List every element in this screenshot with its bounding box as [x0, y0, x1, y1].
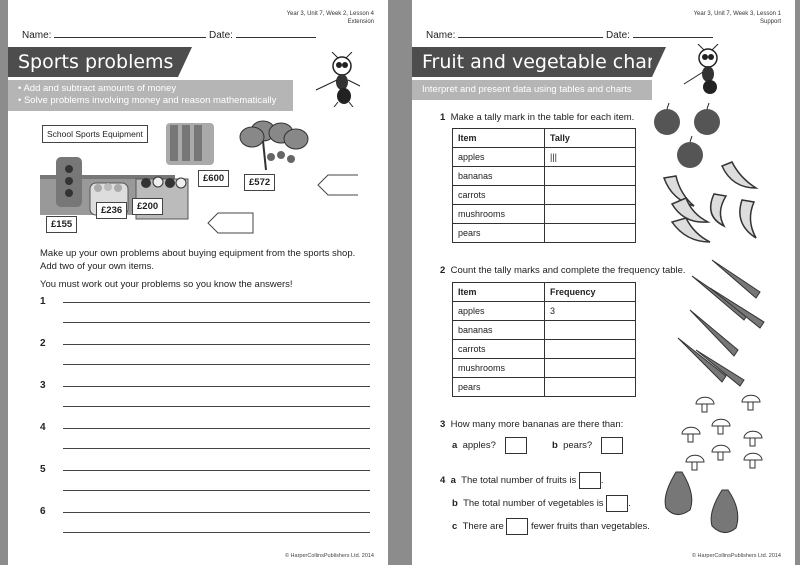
name-label: Name: — [426, 30, 456, 41]
objectives-box — [8, 80, 293, 111]
problem-number: 1 — [40, 296, 46, 307]
answer-box[interactable] — [505, 437, 527, 454]
carrot-icon — [712, 260, 760, 298]
banana-icon — [711, 194, 726, 226]
frequency-table — [452, 282, 636, 397]
shop-sign: School Sports Equipment — [42, 125, 148, 143]
name-label: Name: — [22, 30, 52, 41]
question-3a: a apples? — [452, 437, 527, 454]
table-row: carrots — [453, 186, 636, 205]
mushroom-icon — [712, 419, 730, 426]
writing-line[interactable] — [63, 364, 370, 365]
writing-line[interactable] — [63, 322, 370, 323]
date-field[interactable] — [633, 30, 713, 38]
question-1: 1 Make a tally mark in the table for each item. — [440, 112, 635, 123]
writing-line[interactable] — [63, 386, 370, 387]
table-header: Frequency — [545, 283, 636, 302]
right-worksheet — [412, 0, 795, 565]
date-field[interactable] — [236, 30, 316, 38]
mushroom-icon — [682, 427, 700, 434]
question-3: 3 How many more bananas are there than: — [440, 419, 624, 430]
instruction: You must work out your problems so you know the answers! — [40, 279, 293, 290]
answer-box[interactable] — [606, 495, 628, 512]
problem-number: 3 — [40, 380, 46, 391]
banana-icon — [740, 200, 756, 238]
name-date-row — [22, 30, 316, 41]
writing-line[interactable] — [63, 448, 370, 449]
problem-number: 2 — [40, 338, 46, 349]
table-row: apples ||| — [453, 148, 636, 167]
table-row: pears — [453, 378, 636, 397]
table-row: bananas — [453, 321, 636, 340]
name-field[interactable] — [458, 30, 603, 38]
problem-number: 5 — [40, 464, 46, 475]
mushroom-icon — [744, 453, 762, 460]
mushroom-icon — [742, 395, 760, 402]
table-row: carrots — [453, 340, 636, 359]
price-tag: £572 — [244, 174, 275, 191]
mushroom-icon — [744, 431, 762, 438]
writing-line[interactable] — [63, 344, 370, 345]
produce-illustration — [652, 100, 792, 540]
lesson-meta: Year 3, Unit 7, Week 3, Lesson 1 Support — [693, 11, 781, 25]
answer-box[interactable] — [601, 437, 623, 454]
writing-line[interactable] — [63, 470, 370, 471]
question-2: 2 Count the tally marks and complete the frequency table. — [440, 265, 686, 276]
carrot-icon — [678, 338, 726, 382]
price-tag: £200 — [132, 198, 163, 215]
mushroom-icon — [686, 455, 704, 462]
apple-icon — [694, 103, 720, 135]
apple-icon — [677, 136, 703, 168]
table-row: mushrooms — [453, 359, 636, 378]
ant-mascot-icon — [674, 44, 734, 94]
question-3b: b pears? — [552, 437, 623, 454]
problem-number: 4 — [40, 422, 46, 433]
writing-line[interactable] — [63, 428, 370, 429]
objective-box: Interpret and present data using tables and charts — [412, 80, 652, 100]
instruction: Make up your own problems about buying equipment from the sports shop. Add two of your own items. — [40, 248, 356, 272]
table-row: bananas — [453, 167, 636, 186]
page-title: Sports problems — [8, 47, 178, 77]
name-field[interactable] — [54, 30, 206, 38]
carrot-icon — [690, 310, 738, 356]
left-worksheet — [8, 0, 388, 565]
ant-mascot-icon — [308, 52, 368, 107]
price-tag: £600 — [198, 170, 229, 187]
date-label: Date: — [209, 30, 233, 41]
date-label: Date: — [606, 30, 630, 41]
writing-line[interactable] — [63, 490, 370, 491]
answer-box[interactable] — [506, 518, 528, 535]
problem-number: 6 — [40, 506, 46, 517]
table-header: Tally — [545, 129, 636, 148]
price-tag: £236 — [96, 202, 127, 219]
table-header: Item — [453, 283, 545, 302]
writing-line[interactable] — [63, 532, 370, 533]
page-title: Fruit and vegetable charts — [412, 47, 652, 77]
banana-icon — [722, 162, 756, 188]
apple-icon — [654, 103, 680, 135]
mushroom-icon — [712, 445, 730, 452]
objective-item: • Solve problems involving money and reason mathematically — [18, 95, 283, 107]
table-row: apples 3 — [453, 302, 636, 321]
writing-line[interactable] — [63, 512, 370, 513]
name-date-row — [426, 30, 713, 41]
question-4b: b The total number of vegetables is . — [452, 495, 631, 512]
pear-icon — [665, 472, 692, 515]
question-4c: c There are fewer fruits than vegetables. — [452, 518, 650, 535]
pear-icon — [711, 490, 738, 533]
copyright-footer: © HarperCollinsPublishers Ltd. 2014 — [284, 553, 374, 559]
tally-table — [452, 128, 636, 243]
table-row: mushrooms — [453, 205, 636, 224]
price-tag: £155 — [46, 216, 77, 233]
question-4a: 4 a The total number of fruits is . — [440, 472, 604, 489]
objective-item: • Add and subtract amounts of money — [18, 83, 283, 95]
table-header: Item — [453, 129, 545, 148]
writing-line[interactable] — [63, 406, 370, 407]
lesson-meta: Year 3, Unit 7, Week 2, Lesson 4 Extension — [286, 11, 374, 25]
mushroom-icon — [696, 397, 714, 404]
table-row: pears — [453, 224, 636, 243]
copyright-footer: © HarperCollinsPublishers Ltd. 2014 — [691, 553, 781, 559]
answer-box[interactable] — [579, 472, 601, 489]
writing-line[interactable] — [63, 302, 370, 303]
